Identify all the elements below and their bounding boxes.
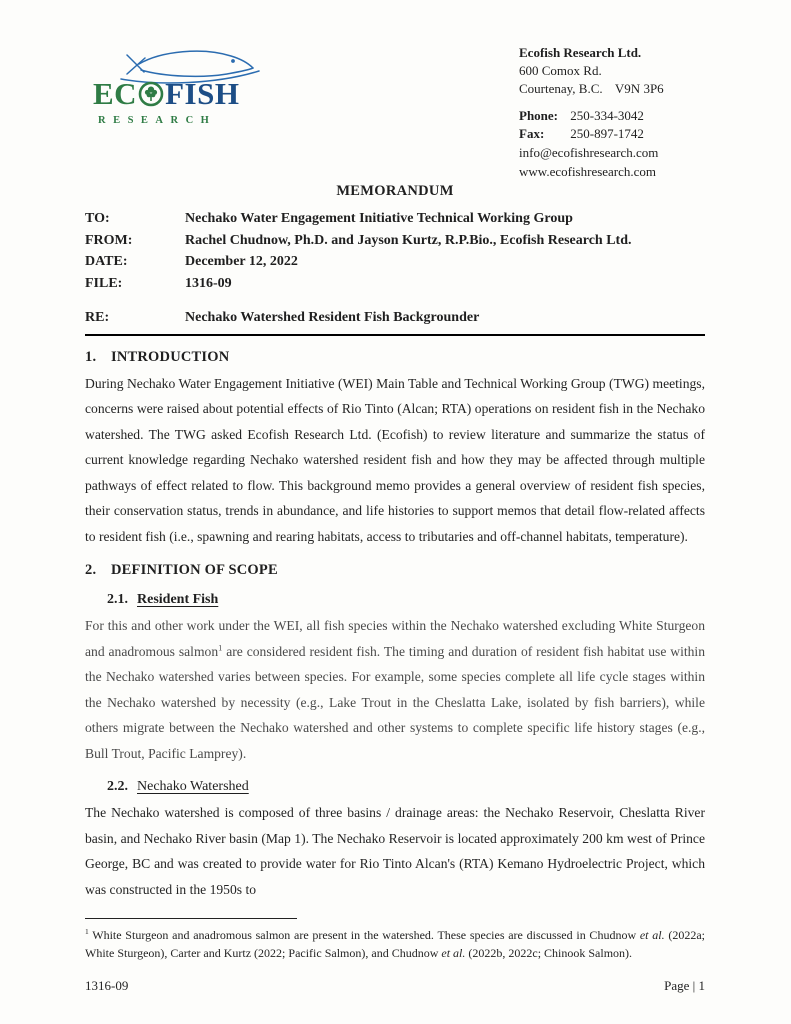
section-title: INTRODUCTION <box>111 348 230 365</box>
footer-file-number: 1316-09 <box>85 978 129 993</box>
ecofish-logo <box>85 42 255 181</box>
footnote-text-part: (2022b, 2022c; Chinook Salmon). <box>465 946 633 960</box>
subsection-2-1-paragraph <box>85 613 705 766</box>
field-value: Nechako Watershed Resident Fish Backgrounder <box>185 310 480 325</box>
fax-label: Fax: <box>519 126 545 141</box>
subsection-number: 2.1. <box>107 592 128 607</box>
globe-tree-icon <box>138 81 164 112</box>
logo-wordmark <box>93 78 255 112</box>
field-label: RE: <box>85 310 110 325</box>
phone-number: 250-334-3042 <box>570 108 644 123</box>
logo-text-research: RESEARCH <box>98 115 217 126</box>
section-1-paragraph: During Nechako Water Engagement Initiative (WEI) Main Table and Technical Working Group (TWG) meetings, concerns were raised about potential effects of Rio Tinto (Alcan; RTA) operations on resident fish in the Nechako watershed. The TWG asked Ecofish Research Ltd. (Ecofish) to review literature and summarize the status of current knowledge regarding Nechako watershed resident fish and how they may be affected through multiple pathways of effect related to flow. This background memo provides a general overview of resident fish species, their conservation status, trends in abundance, and life histories to support memos that detail flow-related affects to resident fish (i.e., spawning and rearing habitats, access to tributaries and off-channel habitats, temperature). <box>85 375 705 544</box>
memo-field-from <box>85 230 705 252</box>
letterhead <box>85 42 705 181</box>
memo-title: MEMORANDUM <box>336 183 454 199</box>
memo-field-date <box>85 251 705 273</box>
field-value: Nechako Water Engagement Initiative Technical Working Group <box>185 211 573 226</box>
subsection-2-2-paragraph: The Nechako watershed is composed of three basins / drainage areas: the Nechako Reservoir, Cheslatta River basin, and Nechako River basin (Map 1). The Nechako Reservoir is located approximately 200 km west of Prince George, BC and was created to provide water for Rio Tinto Alcan's (RTA) Kemano Hydroelectric Project, which was constructed in the 1950s to <box>85 805 705 897</box>
footnote-marker: 1 <box>85 927 89 936</box>
section-number: 2. <box>85 562 97 578</box>
header-divider <box>85 334 705 336</box>
fax-number: 250-897-1742 <box>570 126 644 141</box>
footnote <box>85 926 705 962</box>
footer-page-number: Page | 1 <box>664 978 705 993</box>
footnote-divider <box>85 918 297 919</box>
logo-text-eco: EC <box>93 76 138 111</box>
fax-row <box>519 125 705 143</box>
address-line2 <box>519 80 705 98</box>
email-address: info@ecofishresearch.com <box>519 145 659 160</box>
address-city: Courtenay, B.C. <box>519 81 603 96</box>
address-line1: 600 Comox Rd. <box>519 63 602 78</box>
contact-block <box>519 42 705 181</box>
paragraph-text: are considered resident fish. The timing and duration of resident fish habitat use within the Nechako watershed varies between species. For example, some species complete all life cycle stages within the Nechako watershed by necessity (e.g., Lake Trout in the Cheslatta Lake, isolated by fish barriers), while others migrate between the Nechako watershed and other systems to complete specific life history stages (e.g., Bull Trout, Pacific Lamprey). <box>85 643 705 761</box>
section-2-heading <box>85 562 705 579</box>
field-label: TO: <box>85 211 110 226</box>
memo-field-file <box>85 273 705 295</box>
subsection-2-1-heading <box>107 592 705 608</box>
field-label: FILE: <box>85 275 123 291</box>
footnote-text-part: White Sturgeon and anadromous salmon are present in the watershed. These species are discussed in Chudnow <box>92 928 640 942</box>
footnote-etal: et al. <box>639 928 665 942</box>
section-number: 1. <box>85 348 97 365</box>
field-value: 1316-09 <box>185 275 232 291</box>
phone-label: Phone: <box>519 108 558 123</box>
field-label: DATE: <box>85 254 128 269</box>
footnote-text-part: (2022a; White Sturgeon), Carter and Kurtz (2022; Pacific Salmon), and Chudnow <box>85 928 705 960</box>
field-label: FROM: <box>85 232 133 248</box>
subsection-2-2-heading <box>107 779 705 795</box>
memo-fields <box>85 208 705 329</box>
page-footer <box>85 978 705 994</box>
phone-row <box>519 107 705 125</box>
section-1-heading <box>85 349 705 366</box>
footnote-etal: et al. <box>441 946 466 960</box>
memo-field-re <box>85 307 705 329</box>
subsection-number: 2.2. <box>107 779 128 794</box>
field-value: December 12, 2022 <box>185 254 298 269</box>
field-value: Rachel Chudnow, Ph.D. and Jayson Kurtz, R.P.Bio., Ecofish Research Ltd. <box>185 232 632 248</box>
subsection-title: Nechako Watershed <box>137 779 249 794</box>
memo-field-to <box>85 208 705 230</box>
logo-text-fish: FISH <box>165 76 240 111</box>
paragraph-text: For this and other work under the WEI, all fish species within the Nechako watershed excluding White Sturgeon and anadromous salmon <box>85 618 705 659</box>
website-address: www.ecofishresearch.com <box>519 164 657 179</box>
subsection-title: Resident Fish <box>137 592 219 607</box>
company-name: Ecofish Research Ltd. <box>519 45 642 60</box>
address-postal: V9N 3P6 <box>614 81 664 96</box>
footnote-reference: 1 <box>218 641 223 652</box>
section-title: DEFINITION OF SCOPE <box>111 562 278 578</box>
